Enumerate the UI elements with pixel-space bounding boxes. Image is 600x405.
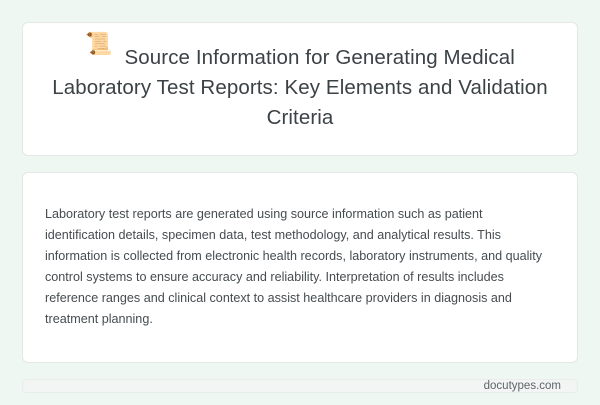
title-inner xyxy=(49,30,551,133)
body-paragraph: Laboratory test reports are generated using source information such as patient identification details, specimen data, test methodology, and analytical results. This information is collected from electronic health records, laboratory instruments, and quality control systems to ensure accuracy and reliability. Interpretation of results includes reference ranges and clinical context to assist healthcare providers in diagnosis and treatment planning. xyxy=(45,206,542,326)
document-scroll-icon: 📜 xyxy=(85,30,113,56)
title-card xyxy=(22,22,578,156)
body-card xyxy=(22,172,578,363)
footer-site-label: docutypes.com xyxy=(483,380,561,393)
page-title: Source Information for Generating Medical Laboratory Test Reports: Key Elements and Validation Criteria xyxy=(52,46,548,129)
footer-bar xyxy=(22,379,578,393)
